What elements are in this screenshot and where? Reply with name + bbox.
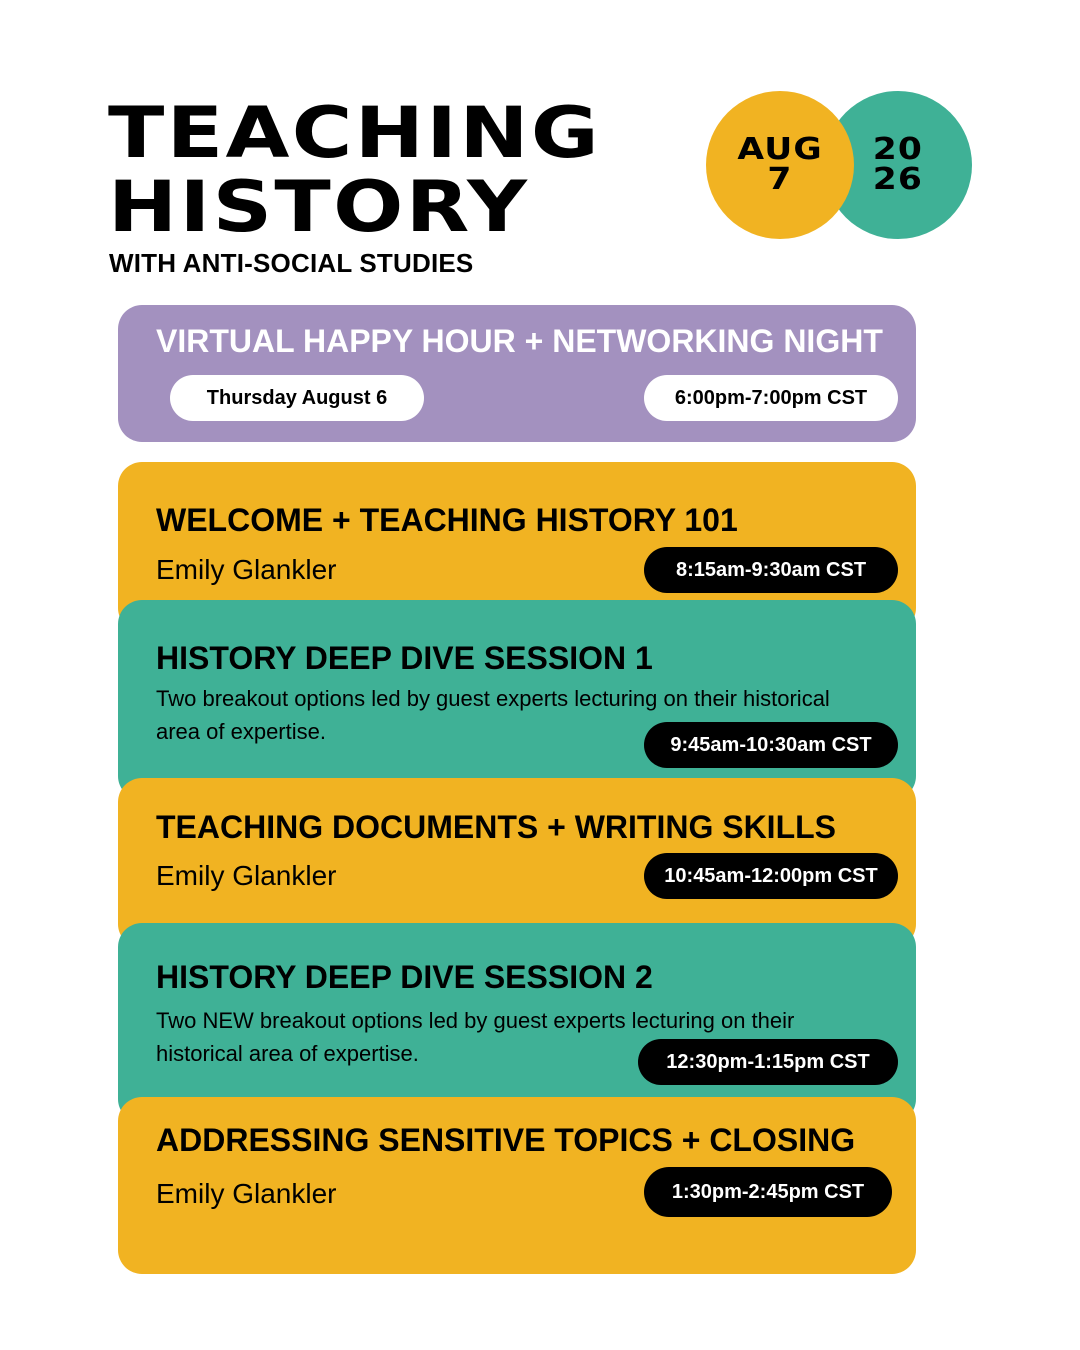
date-badge — [706, 91, 854, 239]
session-title: HISTORY DEEP DIVE SESSION 1 — [156, 640, 653, 676]
session-title: ADDRESSING SENSITIVE TOPICS + CLOSING — [156, 1122, 856, 1158]
year-top: 20 — [872, 132, 924, 167]
kickoff-card — [118, 305, 916, 442]
session-description: Two breakout options led by guest experts lecturing on their historical area of expertise. — [156, 686, 830, 744]
session-title: HISTORY DEEP DIVE SESSION 2 — [156, 959, 653, 995]
date-month: AUG — [737, 132, 823, 167]
session-speaker: Emily Glankler — [156, 554, 337, 585]
session-title: WELCOME + TEACHING HISTORY 101 — [156, 502, 738, 538]
title-line-1: TEACHING — [108, 92, 602, 174]
kickoff-time-pill: 6:00pm-7:00pm CST — [644, 375, 898, 421]
session-card — [118, 1097, 916, 1274]
event-title — [108, 92, 602, 248]
session-time-pill: 8:15am-9:30am CST — [644, 547, 898, 593]
session-card — [118, 923, 916, 1123]
session-time-pill: 1:30pm-2:45pm CST — [644, 1167, 892, 1217]
year-bottom: 26 — [872, 162, 924, 197]
title-line-2: HISTORY — [108, 166, 530, 248]
kickoff-title: VIRTUAL HAPPY HOUR + NETWORKING NIGHT — [156, 323, 883, 359]
session-description: Two NEW breakout options led by guest experts lecturing on their historical area of expertise. — [156, 1008, 795, 1066]
session-title: TEACHING DOCUMENTS + WRITING SKILLS — [156, 809, 836, 845]
session-card — [118, 600, 916, 800]
event-subtitle: WITH ANTI-SOCIAL STUDIES — [109, 248, 474, 278]
kickoff-date-pill: Thursday August 6 — [170, 375, 424, 421]
session-speaker: Emily Glankler — [156, 1178, 337, 1209]
date-day: 7 — [767, 162, 793, 197]
session-speaker: Emily Glankler — [156, 860, 337, 891]
session-time-pill: 9:45am-10:30am CST — [644, 722, 898, 768]
session-time-pill: 10:45am-12:00pm CST — [644, 853, 898, 899]
session-time-pill: 12:30pm-1:15pm CST — [638, 1039, 898, 1085]
